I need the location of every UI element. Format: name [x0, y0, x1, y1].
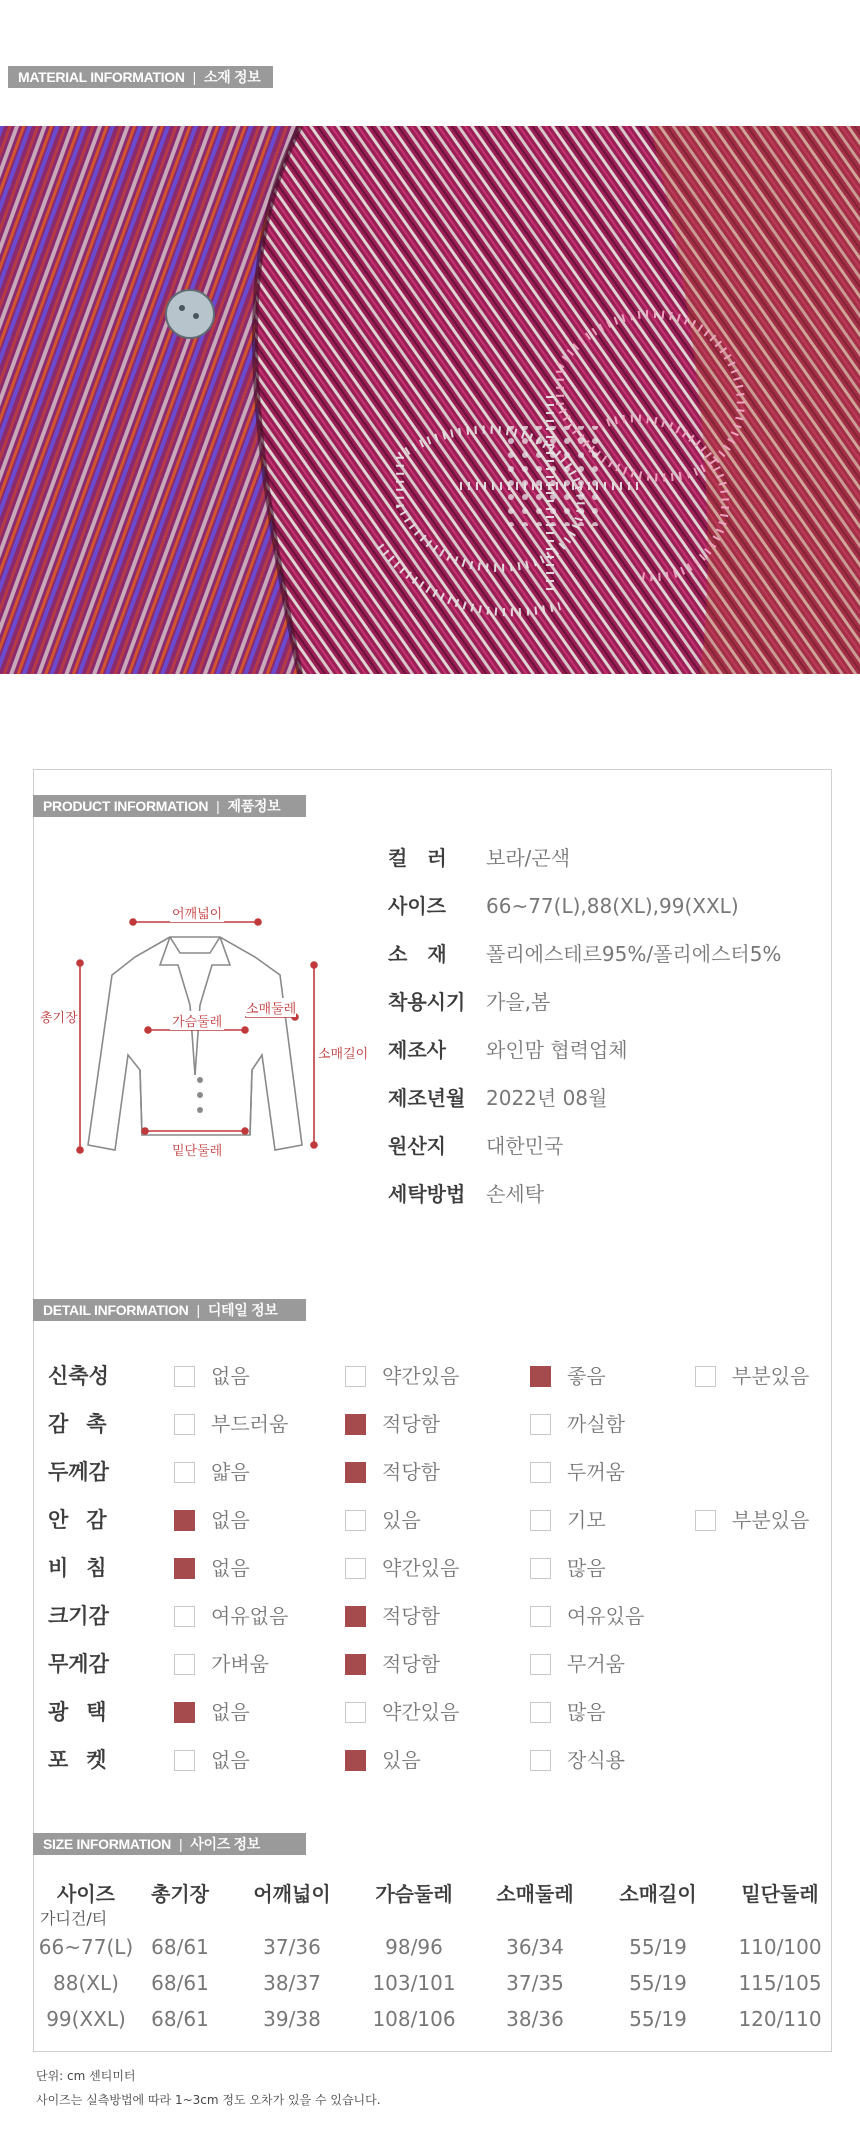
checkbox-unchecked[interactable] [345, 1366, 366, 1387]
checkbox-checked[interactable] [174, 1702, 195, 1723]
checkbox-unchecked[interactable] [530, 1750, 551, 1771]
detail-option-label: 없음 [211, 1508, 250, 1532]
checkbox-unchecked[interactable] [345, 1702, 366, 1723]
detail-option-label: 좋음 [567, 1364, 606, 1388]
detail-option-label: 두꺼움 [567, 1460, 625, 1484]
size-table-cell: 110/100 [738, 1935, 822, 1959]
size-table-cell: 68/61 [151, 1971, 209, 1995]
detail-option-label: 기모 [567, 1508, 606, 1532]
size-table-cell: 108/106 [372, 2007, 456, 2031]
size-tolerance-note: 사이즈는 실측방법에 따라 1~3cm 정도 오차가 있을 수 있습니다. [36, 2093, 381, 2107]
detail-label: 크기감 [48, 1604, 109, 1628]
detail-label: 포켓 [48, 1748, 125, 1772]
jacket-measurement-diagram [40, 895, 370, 1175]
detail-option-label: 가벼움 [211, 1652, 269, 1676]
checkbox-unchecked[interactable] [530, 1462, 551, 1483]
size-table-cell: 55/19 [629, 2007, 687, 2031]
spec-value: 가을,봄 [486, 990, 551, 1014]
detail-option-label: 있음 [382, 1508, 421, 1532]
detail-option-label: 여유없음 [211, 1604, 289, 1628]
spec-value: 66~77(L),88(XL),99(XXL) [486, 894, 739, 918]
diagram-label-sleeve-circ: 소매둘레 [246, 998, 296, 1017]
detail-option-label: 적당함 [382, 1604, 440, 1628]
detail-label: 비침 [48, 1556, 125, 1580]
size-header-en: SIZE INFORMATION [43, 1836, 171, 1852]
size-table-cell: 66~77(L) [38, 1935, 134, 1959]
fabric-closeup-photo [0, 126, 860, 674]
detail-option-label: 적당함 [382, 1412, 440, 1436]
detail-option-label: 없음 [211, 1748, 250, 1772]
detail-option-label: 부분있음 [732, 1364, 810, 1388]
detail-option-label: 많음 [567, 1700, 606, 1724]
size-table-cell: 68/61 [151, 1935, 209, 1959]
size-table-cell: 120/110 [738, 2007, 822, 2031]
size-table-cell: 38/37 [263, 1971, 321, 1995]
size-info-header: SIZE INFORMATION | 사이즈 정보 [33, 1833, 306, 1855]
unit-note: 단위: cm 센티미터 [36, 2069, 136, 2083]
detail-header-en: DETAIL INFORMATION [43, 1302, 189, 1318]
spec-value: 손세탁 [486, 1182, 544, 1206]
checkbox-unchecked[interactable] [530, 1702, 551, 1723]
detail-option-label: 무거움 [567, 1652, 625, 1676]
checkbox-unchecked[interactable] [530, 1558, 551, 1579]
checkbox-unchecked[interactable] [530, 1510, 551, 1531]
size-table-cell: 88(XL) [53, 1971, 119, 1995]
spec-label: 소재 [388, 942, 467, 966]
product-header-en: PRODUCT INFORMATION [43, 798, 209, 814]
spec-label: 제조년월 [388, 1086, 466, 1110]
size-table-cell: 68/61 [151, 2007, 209, 2031]
size-table-header: 총기장 [151, 1882, 209, 1906]
size-table-cell: 37/35 [506, 1971, 564, 1995]
detail-option-label: 약간있음 [382, 1556, 460, 1580]
size-table-cell: 99(XXL) [46, 2007, 126, 2031]
size-header-ko: 사이즈 정보 [190, 1836, 260, 1852]
diagram-label-sleeve-length: 소매길이 [318, 1043, 368, 1062]
detail-option-label: 없음 [211, 1364, 250, 1388]
checkbox-unchecked[interactable] [174, 1606, 195, 1627]
spec-value: 2022년 08월 [486, 1086, 608, 1110]
detail-label: 신축성 [48, 1364, 109, 1388]
detail-label: 안감 [48, 1508, 125, 1532]
detail-option-label: 없음 [211, 1556, 250, 1580]
checkbox-checked[interactable] [174, 1558, 195, 1579]
spec-value: 대한민국 [486, 1134, 564, 1158]
spec-label: 착용시기 [388, 990, 466, 1014]
checkbox-checked[interactable] [174, 1510, 195, 1531]
detail-info-header: DETAIL INFORMATION | 디테일 정보 [33, 1299, 306, 1321]
material-info-header: MATERIAL INFORMATION | 소재 정보 [8, 66, 273, 88]
detail-option-label: 적당함 [382, 1652, 440, 1676]
checkbox-unchecked[interactable] [174, 1654, 195, 1675]
checkbox-unchecked[interactable] [174, 1750, 195, 1771]
size-table-header: 가슴둘레 [375, 1882, 453, 1906]
checkbox-checked[interactable] [345, 1750, 366, 1771]
detail-label: 두께감 [48, 1460, 109, 1484]
product-header-ko: 제품정보 [227, 798, 281, 814]
size-table-cell: 103/101 [372, 1971, 456, 1995]
detail-option-label: 장식용 [567, 1748, 625, 1772]
checkbox-checked[interactable] [345, 1654, 366, 1675]
size-table-cell: 115/105 [738, 1971, 822, 1995]
spec-label: 세탁방법 [388, 1182, 466, 1206]
spec-label: 제조사 [388, 1038, 446, 1062]
size-table-cell: 39/38 [263, 2007, 321, 2031]
detail-option-label: 적당함 [382, 1460, 440, 1484]
checkbox-checked[interactable] [345, 1462, 366, 1483]
spec-value: 폴리에스테르95%/폴리에스터5% [486, 942, 782, 966]
size-table-cell: 55/19 [629, 1971, 687, 1995]
size-table-header: 밑단둘레 [741, 1882, 819, 1906]
diagram-label-chest: 가슴둘레 [170, 1011, 224, 1030]
size-table-header: 소매둘레 [496, 1882, 574, 1906]
size-table-cell: 98/96 [385, 1935, 443, 1959]
jacket-outline-icon [40, 895, 370, 1175]
detail-option-label: 얇음 [211, 1460, 250, 1484]
detail-option-label: 많음 [567, 1556, 606, 1580]
size-table-subheader: 가디건/티 [40, 1909, 108, 1928]
checkbox-unchecked[interactable] [345, 1510, 366, 1531]
checkbox-unchecked[interactable] [174, 1414, 195, 1435]
checkbox-unchecked[interactable] [530, 1414, 551, 1435]
spec-label: 원산지 [388, 1134, 446, 1158]
size-table-cell: 36/34 [506, 1935, 564, 1959]
detail-label: 광택 [48, 1700, 125, 1724]
detail-option-label: 있음 [382, 1748, 421, 1772]
checkbox-unchecked[interactable] [530, 1654, 551, 1675]
size-table-cell: 55/19 [629, 1935, 687, 1959]
diagram-label-shoulder: 어깨넓이 [170, 903, 224, 922]
checkbox-unchecked[interactable] [174, 1462, 195, 1483]
material-header-ko: 소재 정보 [204, 69, 261, 85]
checkbox-checked[interactable] [345, 1606, 366, 1627]
checkbox-unchecked[interactable] [530, 1606, 551, 1627]
diagram-label-total-length: 총기장 [40, 1007, 78, 1026]
checkbox-unchecked[interactable] [174, 1366, 195, 1387]
spec-label: 사이즈 [388, 894, 446, 918]
checkbox-unchecked[interactable] [695, 1366, 716, 1387]
detail-option-label: 약간있음 [382, 1700, 460, 1724]
size-table-header: 소매길이 [619, 1882, 697, 1906]
detail-option-label: 부드러움 [211, 1412, 289, 1436]
size-table-cell: 38/36 [506, 2007, 564, 2031]
size-table-header: 사이즈 [57, 1882, 115, 1906]
checkbox-unchecked[interactable] [345, 1558, 366, 1579]
detail-option-label: 없음 [211, 1700, 250, 1724]
material-header-en: MATERIAL INFORMATION [18, 69, 185, 85]
product-info-header: PRODUCT INFORMATION | 제품정보 [33, 795, 306, 817]
spec-value: 와인맘 협력업체 [486, 1038, 628, 1062]
detail-option-label: 까실함 [567, 1412, 625, 1436]
checkbox-checked[interactable] [345, 1414, 366, 1435]
spec-label: 컬러 [388, 846, 467, 870]
detail-option-label: 여유있음 [567, 1604, 645, 1628]
size-table-cell: 37/36 [263, 1935, 321, 1959]
detail-option-label: 약간있음 [382, 1364, 460, 1388]
detail-label: 무게감 [48, 1652, 109, 1676]
diagram-label-hem: 밑단둘레 [170, 1140, 224, 1159]
spec-value: 보라/곤색 [486, 846, 571, 870]
checkbox-checked[interactable] [530, 1366, 551, 1387]
detail-label: 감촉 [48, 1412, 125, 1436]
detail-header-ko: 디테일 정보 [207, 1302, 278, 1318]
size-table-header: 어깨넓이 [253, 1882, 331, 1906]
detail-option-label: 부분있음 [732, 1508, 810, 1532]
checkbox-unchecked[interactable] [695, 1510, 716, 1531]
